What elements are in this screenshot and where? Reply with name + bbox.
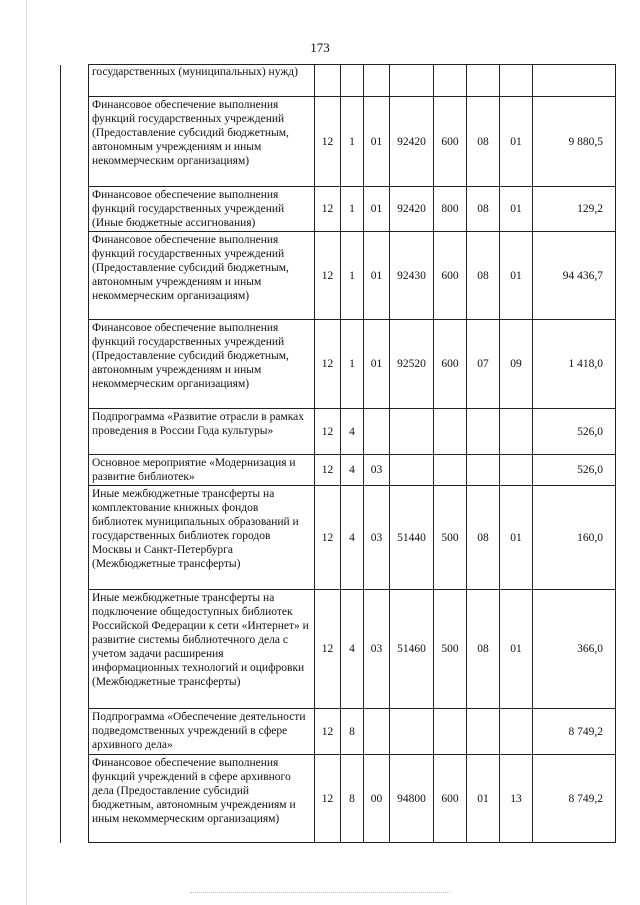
direction-code [390,455,434,486]
scan-edge-line [26,0,27,905]
scan-artifact [190,892,450,894]
expense-type-code: 500 [434,486,467,590]
row-name: государственных (муниципальных) нужд) [89,65,315,97]
pp-code: 1 [341,232,364,320]
subsection-code: 09 [500,320,533,409]
subsection-code [500,409,533,455]
table-row [61,486,616,590]
row-name: Финансовое обеспечение выполнения функций государственных учреждений (Предоставление субсидий бюджетным, автономным учреждениям и иным некоммерческим организациям) [89,320,315,409]
page-number: 173 [310,40,330,55]
table-row [61,320,616,409]
subsection-code: 13 [500,755,533,843]
margin-cell [61,232,89,320]
section-code: 08 [467,187,500,232]
om-code: 03 [364,455,390,486]
amount: 526,0 [533,409,616,455]
margin-cell [61,755,89,843]
direction-code [390,709,434,755]
pp-code: 8 [341,755,364,843]
expense-type-code [434,65,467,97]
om-code: 01 [364,97,390,187]
gp-code: 12 [315,187,341,232]
expense-type-code: 500 [434,590,467,709]
margin-cell [61,455,89,486]
amount: 526,0 [533,455,616,486]
margin-cell [61,320,89,409]
direction-code: 92430 [390,232,434,320]
amount: 9 880,5 [533,97,616,187]
row-name: Иные межбюджетные трансферты на комплектование книжных фондов библиотек муниципальных образований и государственных библиотек городов Москвы и Санкт-Петербурга (Межбюджетные трансферты) [89,486,315,590]
gp-code: 12 [315,755,341,843]
subsection-code: 01 [500,187,533,232]
gp-code: 12 [315,97,341,187]
direction-code: 92420 [390,97,434,187]
section-code [467,455,500,486]
om-code [364,409,390,455]
row-name: Иные межбюджетные трансферты на подключение общедоступных библиотек Российской Федерации к сети «Интернет» и развитие системы библиотечного дела с учетом задачи расширения информационных технологий и оцифровки (Межбюджетные трансферты) [89,590,315,709]
amount: 1 418,0 [533,320,616,409]
amount: 129,2 [533,187,616,232]
margin-cell [61,187,89,232]
om-code: 01 [364,320,390,409]
direction-code: 92420 [390,187,434,232]
om-code: 01 [364,232,390,320]
gp-code: 12 [315,232,341,320]
table-body [61,65,616,843]
gp-code [315,65,341,97]
pp-code: 4 [341,486,364,590]
subsection-code [500,709,533,755]
table-row [61,755,616,843]
amount: 94 436,7 [533,232,616,320]
pp-code: 4 [341,409,364,455]
om-code [364,65,390,97]
margin-cell [61,409,89,455]
margin-cell [61,97,89,187]
row-name: Подпрограмма «Развитие отрасли в рамках проведения в России Года культуры» [89,409,315,455]
gp-code: 12 [315,409,341,455]
margin-cell [61,65,89,97]
direction-code: 51440 [390,486,434,590]
table-row [61,409,616,455]
table-row [61,65,616,97]
row-name: Финансовое обеспечение выполнения функций государственных учреждений (Иные бюджетные ассигнования) [89,187,315,232]
section-code: 08 [467,97,500,187]
expense-type-code: 600 [434,320,467,409]
expense-type-code: 800 [434,187,467,232]
subsection-code: 01 [500,590,533,709]
pp-code: 1 [341,187,364,232]
subsection-code: 01 [500,232,533,320]
pp-code: 1 [341,97,364,187]
gp-code: 12 [315,590,341,709]
amount: 8 749,2 [533,755,616,843]
gp-code: 12 [315,320,341,409]
amount: 366,0 [533,590,616,709]
subsection-code: 01 [500,486,533,590]
amount [533,65,616,97]
section-code [467,709,500,755]
table-row [61,232,616,320]
amount: 8 749,2 [533,709,616,755]
subsection-code: 01 [500,97,533,187]
table-row [61,187,616,232]
row-name: Основное мероприятие «Модернизация и развитие библиотек» [89,455,315,486]
om-code [364,709,390,755]
section-code [467,65,500,97]
section-code: 01 [467,755,500,843]
gp-code: 12 [315,486,341,590]
margin-cell [61,590,89,709]
section-code: 08 [467,232,500,320]
amount: 160,0 [533,486,616,590]
expense-type-code: 600 [434,232,467,320]
margin-cell [61,709,89,755]
gp-code: 12 [315,709,341,755]
expense-type-code: 600 [434,755,467,843]
margin-cell [61,486,89,590]
pp-code: 8 [341,709,364,755]
om-code: 03 [364,486,390,590]
expense-type-code [434,455,467,486]
pp-code: 1 [341,320,364,409]
om-code: 03 [364,590,390,709]
expense-type-code [434,709,467,755]
pp-code [341,65,364,97]
section-code: 08 [467,486,500,590]
row-name: Финансовое обеспечение выполнения функций учреждений в сфере архивного дела (Предоставление субсидий бюджетным, автономным учреждениям и иным некоммерческим организациям) [89,755,315,843]
subsection-code [500,455,533,486]
subsection-code [500,65,533,97]
table-row [61,97,616,187]
table-row [61,590,616,709]
pp-code: 4 [341,590,364,709]
budget-table [60,64,616,843]
pp-code: 4 [341,455,364,486]
direction-code: 94800 [390,755,434,843]
row-name: Финансовое обеспечение выполнения функций государственных учреждений (Предоставление субсидий бюджетным, автономным учреждениям и иным некоммерческим организациям) [89,97,315,187]
section-code [467,409,500,455]
table-row [61,455,616,486]
section-code: 07 [467,320,500,409]
expense-type-code [434,409,467,455]
gp-code: 12 [315,455,341,486]
direction-code [390,65,434,97]
direction-code [390,409,434,455]
table-row [61,709,616,755]
om-code: 00 [364,755,390,843]
row-name: Финансовое обеспечение выполнения функций государственных учреждений (Предоставление субсидий бюджетным, автономным учреждениям и иным некоммерческим организациям) [89,232,315,320]
section-code: 08 [467,590,500,709]
om-code: 01 [364,187,390,232]
expense-type-code: 600 [434,97,467,187]
direction-code: 51460 [390,590,434,709]
row-name: Подпрограмма «Обеспечение деятельности подведомственных учреждений в сфере архивного дела» [89,709,315,755]
direction-code: 92520 [390,320,434,409]
